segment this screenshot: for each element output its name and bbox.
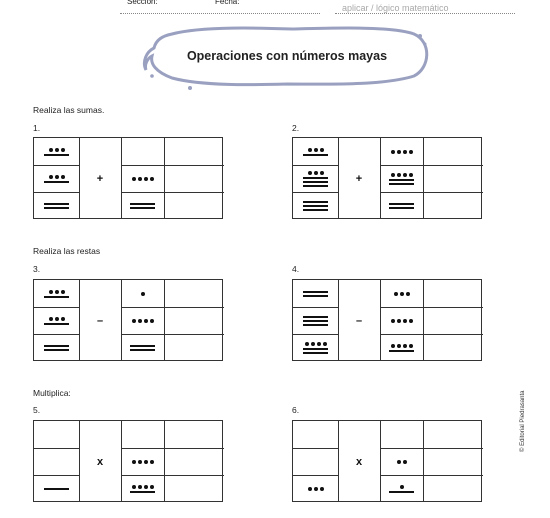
maya-dot bbox=[397, 173, 401, 177]
maya-dot bbox=[394, 292, 398, 296]
table-cell bbox=[121, 192, 164, 220]
page-title: Operaciones con números mayas bbox=[186, 49, 388, 63]
copyright-text: © Editorial Piedrasanta bbox=[520, 390, 526, 452]
table-cell bbox=[34, 165, 79, 192]
table-cell bbox=[338, 448, 380, 475]
maya-bar bbox=[303, 205, 328, 207]
maya-dot bbox=[305, 342, 309, 346]
table-cell bbox=[121, 334, 164, 362]
maya-dot bbox=[409, 344, 413, 348]
maya-numeral bbox=[389, 485, 414, 493]
maya-dot bbox=[132, 319, 136, 323]
table-cell bbox=[34, 280, 79, 307]
maya-dot bbox=[397, 150, 401, 154]
maya-dot bbox=[138, 485, 142, 489]
maya-bar bbox=[303, 295, 328, 297]
table-cell bbox=[79, 165, 121, 192]
maya-dot bbox=[144, 460, 148, 464]
header-subtitle: aplicar / lógico matemático bbox=[342, 3, 449, 13]
maya-bar bbox=[303, 352, 328, 354]
table-column-rule bbox=[164, 138, 165, 218]
maya-bar bbox=[389, 203, 414, 205]
maya-bar bbox=[389, 350, 414, 352]
operator-sign: + bbox=[355, 172, 363, 185]
maya-dot bbox=[308, 171, 312, 175]
table-cell bbox=[34, 192, 79, 220]
operator-sign: – bbox=[96, 314, 104, 327]
maya-dot bbox=[323, 342, 327, 346]
table-cell bbox=[380, 448, 423, 475]
maya-numeral bbox=[308, 487, 324, 491]
maya-dot bbox=[138, 177, 142, 181]
table-column-rule bbox=[423, 138, 424, 218]
table-cell bbox=[34, 138, 79, 165]
instruction-subtractions: Realiza las restas bbox=[33, 246, 101, 256]
table-cell bbox=[121, 165, 164, 192]
maya-dot bbox=[61, 148, 65, 152]
exercise-number: 4. bbox=[292, 264, 300, 274]
maya-bar bbox=[44, 181, 69, 183]
maya-numeral bbox=[141, 292, 145, 296]
table-cell bbox=[34, 334, 79, 362]
maya-bar bbox=[389, 183, 414, 185]
table-column-rule bbox=[164, 421, 165, 501]
maya-bar bbox=[44, 349, 69, 351]
maya-dot bbox=[406, 292, 410, 296]
maya-bar bbox=[389, 207, 414, 209]
table-cell bbox=[293, 475, 338, 503]
fecha-label: Fecha: bbox=[215, 0, 240, 6]
maya-dot bbox=[49, 175, 53, 179]
table-cell bbox=[121, 307, 164, 334]
maya-numeral bbox=[44, 148, 69, 156]
maya-bar bbox=[389, 179, 414, 181]
maya-bar bbox=[303, 185, 328, 187]
operator-sign: x bbox=[96, 455, 104, 468]
maya-dot bbox=[397, 344, 401, 348]
maya-numeral bbox=[303, 342, 328, 354]
maya-numeral bbox=[303, 291, 328, 297]
maya-dot bbox=[49, 290, 53, 294]
maya-dot bbox=[320, 148, 324, 152]
table-cell bbox=[380, 280, 423, 307]
maya-dot bbox=[144, 485, 148, 489]
maya-dot bbox=[308, 148, 312, 152]
maya-dot bbox=[400, 292, 404, 296]
maya-bar bbox=[303, 348, 328, 350]
maya-numeral bbox=[389, 203, 414, 209]
maya-dot bbox=[400, 485, 404, 489]
table-cell bbox=[79, 307, 121, 334]
table-column-rule bbox=[164, 280, 165, 360]
maya-numeral bbox=[303, 171, 328, 187]
table-cell bbox=[79, 448, 121, 475]
maya-dot bbox=[55, 317, 59, 321]
maya-numeral bbox=[389, 173, 414, 185]
maya-numeral bbox=[132, 319, 154, 323]
table-cell bbox=[293, 307, 338, 334]
maya-bar bbox=[303, 324, 328, 326]
maya-dot bbox=[49, 148, 53, 152]
maya-numeral bbox=[44, 345, 69, 351]
maya-numeral bbox=[44, 175, 69, 183]
maya-dot bbox=[55, 290, 59, 294]
table-cell bbox=[293, 165, 338, 192]
instruction-multiply: Multiplica: bbox=[33, 388, 71, 398]
maya-dot bbox=[397, 319, 401, 323]
exercise-table bbox=[33, 137, 223, 219]
maya-numeral bbox=[132, 177, 154, 181]
maya-dot bbox=[391, 173, 395, 177]
table-cell bbox=[34, 307, 79, 334]
title-banner bbox=[142, 22, 432, 92]
maya-numeral bbox=[44, 203, 69, 209]
maya-dot bbox=[397, 460, 401, 464]
exercise-number: 6. bbox=[292, 405, 300, 415]
exercise-table bbox=[33, 279, 223, 361]
exercise-number: 5. bbox=[33, 405, 41, 415]
maya-numeral bbox=[303, 201, 328, 211]
exercise-number: 2. bbox=[292, 123, 300, 133]
maya-numeral bbox=[130, 485, 155, 493]
maya-numeral bbox=[389, 344, 414, 352]
exercise-number: 3. bbox=[33, 264, 41, 274]
maya-dot bbox=[314, 148, 318, 152]
maya-bar bbox=[130, 349, 155, 351]
table-column-rule bbox=[423, 421, 424, 501]
table-cell bbox=[380, 307, 423, 334]
maya-dot bbox=[150, 319, 154, 323]
maya-bar bbox=[303, 291, 328, 293]
table-cell bbox=[338, 307, 380, 334]
maya-dot bbox=[391, 150, 395, 154]
maya-numeral bbox=[303, 148, 328, 156]
maya-dot bbox=[144, 177, 148, 181]
table-cell bbox=[293, 138, 338, 165]
maya-dot bbox=[61, 175, 65, 179]
maya-dot bbox=[132, 485, 136, 489]
maya-dot bbox=[55, 175, 59, 179]
maya-numeral bbox=[397, 460, 407, 464]
maya-dot bbox=[320, 487, 324, 491]
maya-bar bbox=[130, 491, 155, 493]
maya-bar bbox=[130, 203, 155, 205]
maya-dot bbox=[61, 290, 65, 294]
maya-dot bbox=[49, 317, 53, 321]
maya-dot bbox=[391, 319, 395, 323]
table-row-rule bbox=[293, 448, 338, 449]
maya-bar bbox=[389, 491, 414, 493]
table-cell bbox=[121, 280, 164, 307]
maya-bar bbox=[44, 488, 69, 490]
maya-bar bbox=[130, 345, 155, 347]
maya-bar bbox=[303, 316, 328, 318]
header-rule-left bbox=[120, 13, 320, 14]
maya-dot bbox=[138, 319, 142, 323]
maya-dot bbox=[61, 317, 65, 321]
instruction-sums: Realiza las sumas. bbox=[33, 105, 105, 115]
table-column-rule bbox=[423, 280, 424, 360]
maya-dot bbox=[314, 171, 318, 175]
maya-dot bbox=[403, 344, 407, 348]
maya-numeral bbox=[44, 317, 69, 325]
maya-dot bbox=[132, 460, 136, 464]
operator-sign: + bbox=[96, 172, 104, 185]
maya-bar bbox=[303, 209, 328, 211]
seccion-label: Sección: bbox=[127, 0, 158, 6]
maya-bar bbox=[303, 320, 328, 322]
exercise-table bbox=[33, 420, 223, 502]
maya-numeral bbox=[130, 345, 155, 351]
maya-bar bbox=[44, 296, 69, 298]
maya-dot bbox=[409, 173, 413, 177]
maya-dot bbox=[403, 150, 407, 154]
table-cell bbox=[121, 448, 164, 475]
maya-dot bbox=[317, 342, 321, 346]
maya-bar bbox=[44, 323, 69, 325]
maya-dot bbox=[391, 344, 395, 348]
maya-numeral bbox=[44, 488, 69, 490]
maya-dot bbox=[403, 319, 407, 323]
maya-numeral bbox=[132, 460, 154, 464]
maya-dot bbox=[409, 319, 413, 323]
maya-dot bbox=[403, 173, 407, 177]
maya-dot bbox=[141, 292, 145, 296]
maya-bar bbox=[44, 345, 69, 347]
header-rule-right bbox=[335, 13, 515, 14]
table-cell bbox=[380, 138, 423, 165]
table-cell bbox=[380, 475, 423, 503]
table-cell bbox=[293, 334, 338, 362]
maya-dot bbox=[138, 460, 142, 464]
table-cell bbox=[380, 334, 423, 362]
maya-numeral bbox=[130, 203, 155, 209]
maya-dot bbox=[150, 177, 154, 181]
exercise-table bbox=[292, 137, 482, 219]
maya-bar bbox=[130, 207, 155, 209]
maya-bar bbox=[303, 177, 328, 179]
maya-dot bbox=[403, 460, 407, 464]
operator-sign: x bbox=[355, 455, 363, 468]
table-cell bbox=[338, 165, 380, 192]
exercise-table bbox=[292, 279, 482, 361]
table-cell bbox=[34, 475, 79, 503]
maya-numeral bbox=[391, 319, 413, 323]
maya-bar bbox=[303, 201, 328, 203]
maya-dot bbox=[150, 460, 154, 464]
maya-dot bbox=[55, 148, 59, 152]
maya-bar bbox=[44, 203, 69, 205]
maya-numeral bbox=[44, 290, 69, 298]
table-cell bbox=[121, 475, 164, 503]
table-cell bbox=[293, 280, 338, 307]
maya-numeral bbox=[303, 316, 328, 326]
maya-dot bbox=[150, 485, 154, 489]
maya-numeral bbox=[391, 150, 413, 154]
maya-numeral bbox=[394, 292, 410, 296]
maya-bar bbox=[44, 154, 69, 156]
maya-dot bbox=[409, 150, 413, 154]
table-row-rule bbox=[34, 448, 79, 449]
maya-dot bbox=[308, 487, 312, 491]
exercise-number: 1. bbox=[33, 123, 41, 133]
operator-sign: – bbox=[355, 314, 363, 327]
maya-dot bbox=[132, 177, 136, 181]
table-cell bbox=[380, 165, 423, 192]
maya-bar bbox=[303, 154, 328, 156]
maya-dot bbox=[144, 319, 148, 323]
maya-dot bbox=[311, 342, 315, 346]
maya-bar bbox=[303, 181, 328, 183]
table-cell bbox=[293, 192, 338, 220]
maya-dot bbox=[320, 171, 324, 175]
maya-bar bbox=[44, 207, 69, 209]
table-cell bbox=[380, 192, 423, 220]
maya-dot bbox=[314, 487, 318, 491]
exercise-table bbox=[292, 420, 482, 502]
